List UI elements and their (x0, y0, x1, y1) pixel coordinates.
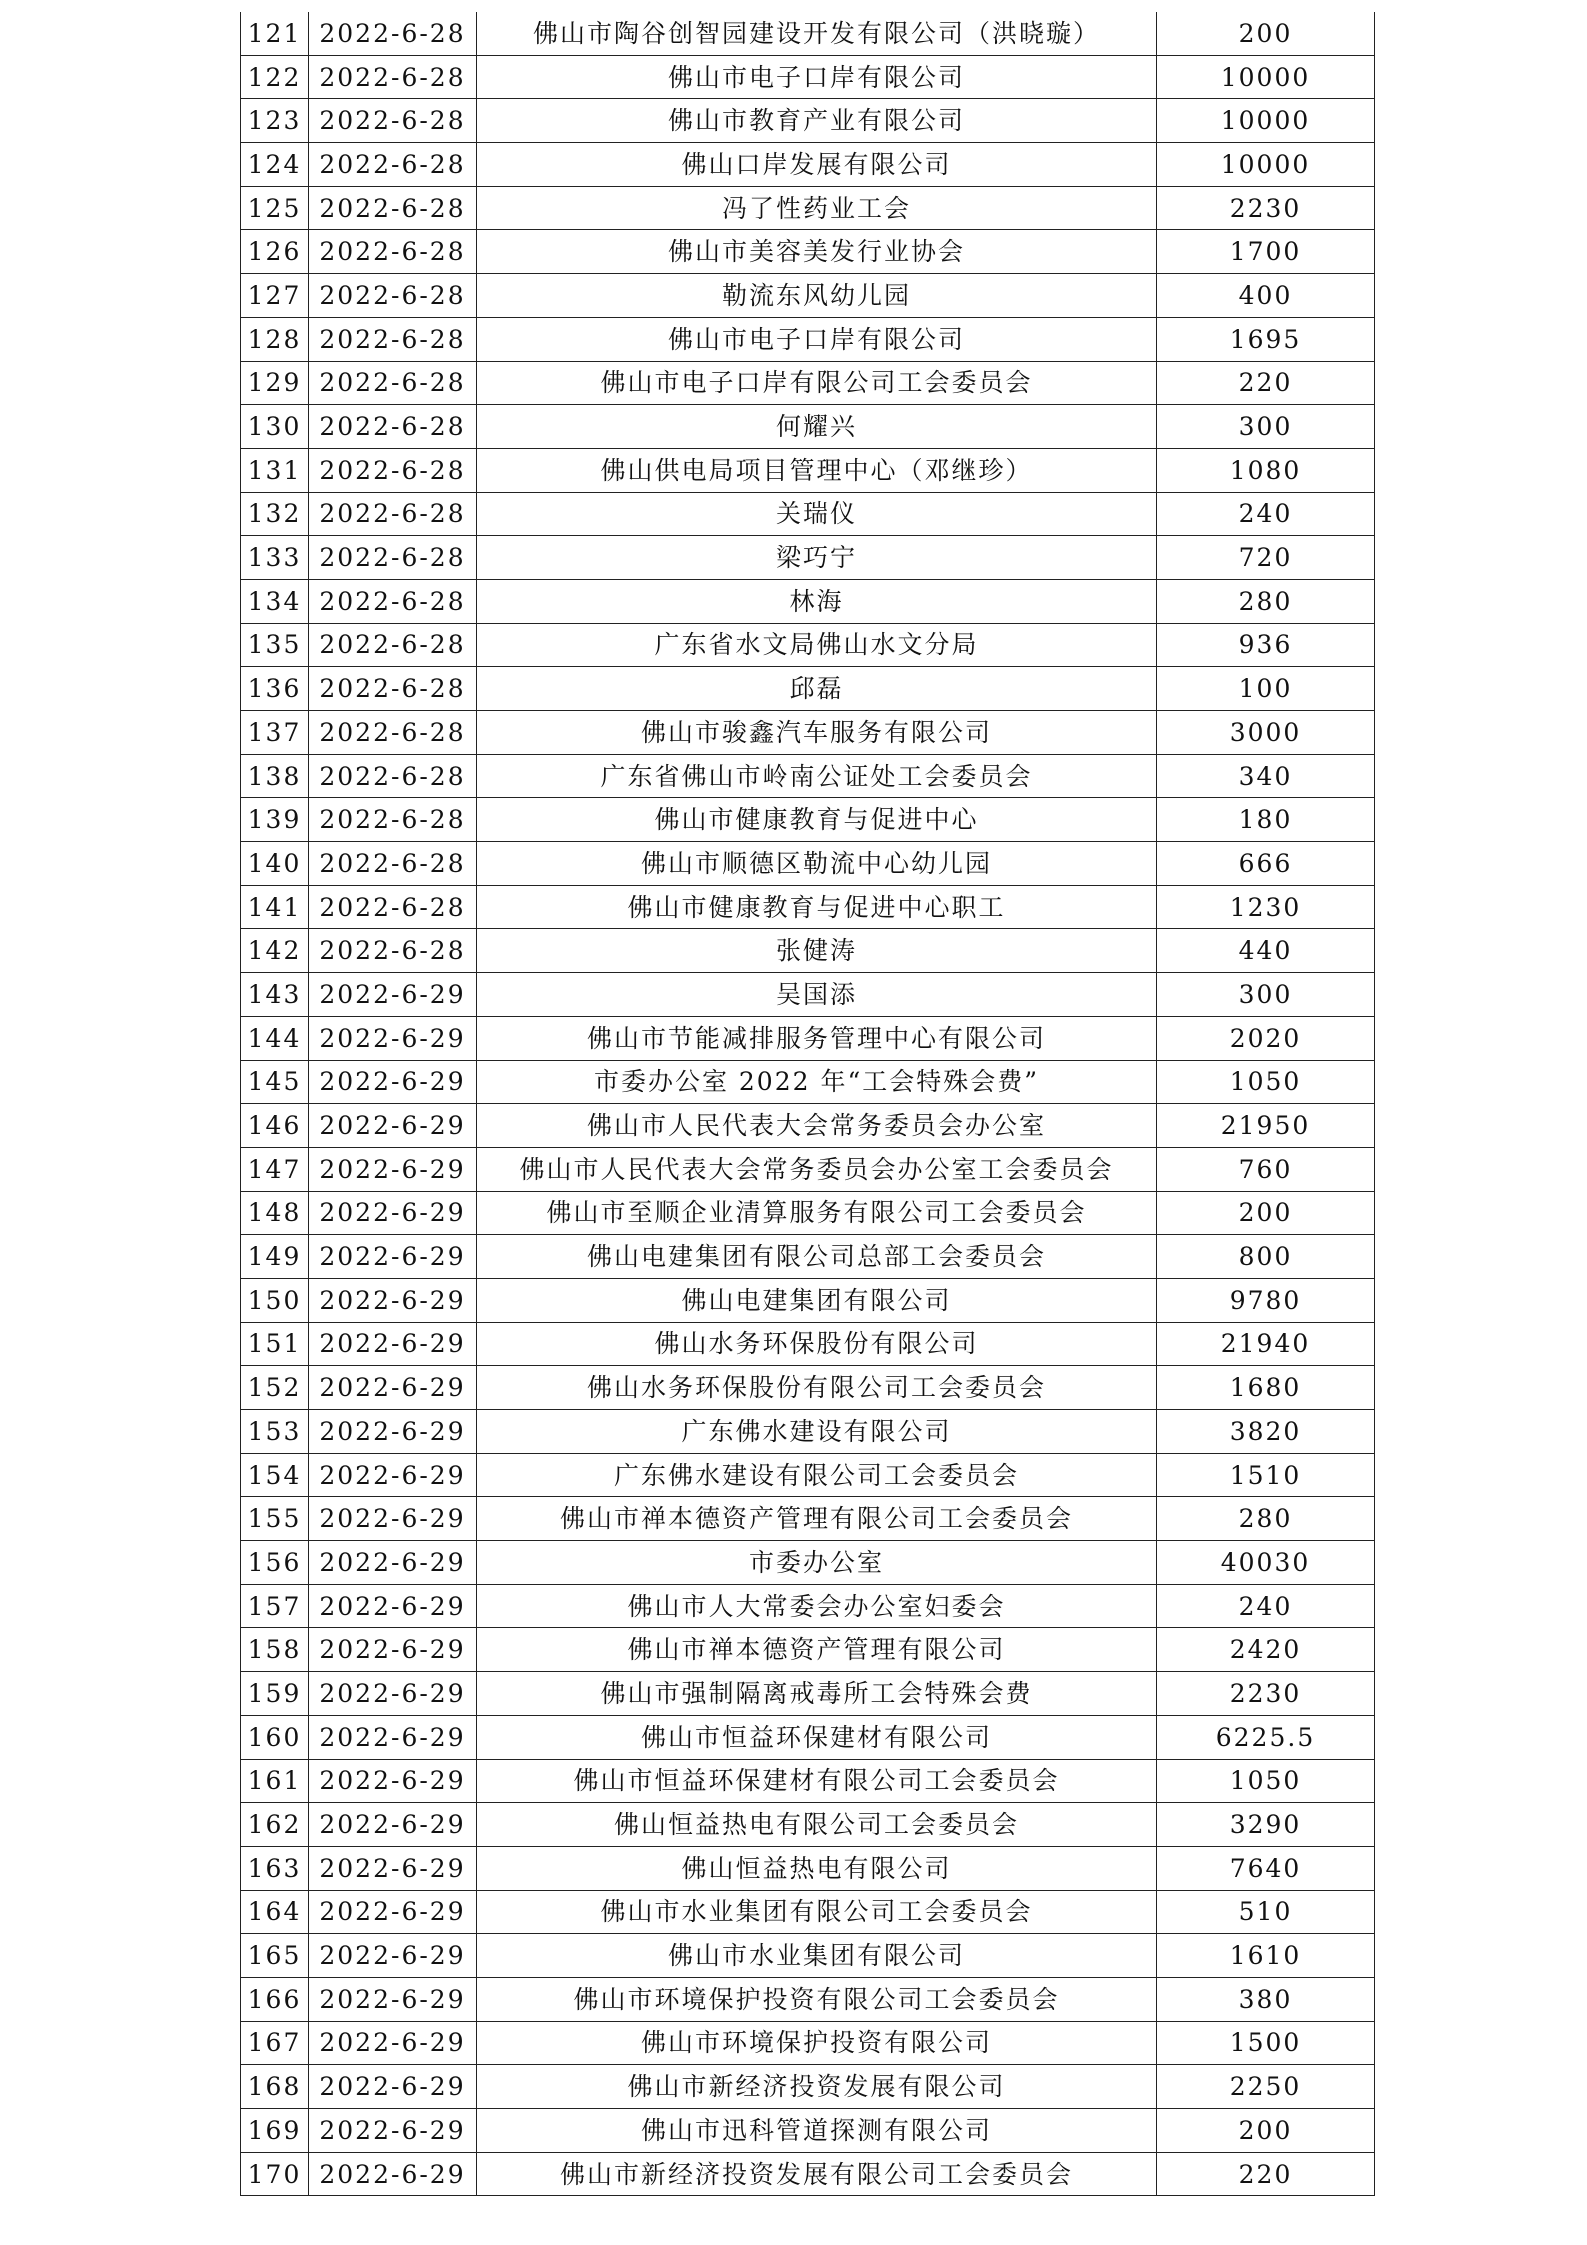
row-number-cell: 129 (241, 361, 309, 405)
row-number-cell: 170 (241, 2152, 309, 2196)
table-row (241, 2152, 1375, 2196)
donor-name-cell: 佛山市禅本德资产管理有限公司工会委员会 (477, 1497, 1157, 1541)
donor-name-cell: 冯了性药业工会 (477, 186, 1157, 230)
row-number-cell: 130 (241, 405, 309, 449)
amount-cell: 6225.5 (1157, 1715, 1375, 1759)
date-cell: 2022-6-29 (309, 1584, 477, 1628)
row-number-cell: 133 (241, 536, 309, 580)
amount-cell: 2250 (1157, 2065, 1375, 2109)
table-row (241, 1104, 1375, 1148)
row-number-cell: 123 (241, 99, 309, 143)
table-row (241, 1060, 1375, 1104)
table-row (241, 317, 1375, 361)
donor-name-cell: 佛山市强制隔离戒毒所工会特殊会费 (477, 1672, 1157, 1716)
table-row (241, 492, 1375, 536)
row-number-cell: 149 (241, 1235, 309, 1279)
row-number-cell: 146 (241, 1104, 309, 1148)
amount-cell: 100 (1157, 667, 1375, 711)
donor-name-cell: 佛山电建集团有限公司总部工会委员会 (477, 1235, 1157, 1279)
date-cell: 2022-6-29 (309, 1934, 477, 1978)
row-number-cell: 126 (241, 230, 309, 274)
date-cell: 2022-6-28 (309, 492, 477, 536)
donor-name-cell: 佛山市禅本德资产管理有限公司 (477, 1628, 1157, 1672)
donor-name-cell: 佛山口岸发展有限公司 (477, 143, 1157, 187)
donor-name-cell: 佛山市新经济投资发展有限公司工会委员会 (477, 2152, 1157, 2196)
amount-cell: 340 (1157, 754, 1375, 798)
date-cell: 2022-6-28 (309, 317, 477, 361)
donor-name-cell: 勒流东风幼儿园 (477, 274, 1157, 318)
date-cell: 2022-6-29 (309, 1147, 477, 1191)
row-number-cell: 127 (241, 274, 309, 318)
date-cell: 2022-6-29 (309, 1497, 477, 1541)
amount-cell: 10000 (1157, 143, 1375, 187)
donor-name-cell: 何耀兴 (477, 405, 1157, 449)
donor-name-cell: 佛山水务环保股份有限公司 (477, 1322, 1157, 1366)
row-number-cell: 169 (241, 2109, 309, 2153)
table-row (241, 1584, 1375, 1628)
donor-name-cell: 佛山市教育产业有限公司 (477, 99, 1157, 143)
amount-cell: 220 (1157, 361, 1375, 405)
amount-cell: 9780 (1157, 1278, 1375, 1322)
table-row (241, 1890, 1375, 1934)
amount-cell: 240 (1157, 492, 1375, 536)
date-cell: 2022-6-29 (309, 1759, 477, 1803)
row-number-cell: 162 (241, 1803, 309, 1847)
donor-name-cell: 佛山市人大常委会办公室妇委会 (477, 1584, 1157, 1628)
row-number-cell: 142 (241, 929, 309, 973)
table-row (241, 1934, 1375, 1978)
table-row (241, 1715, 1375, 1759)
donation-table (240, 12, 1375, 2196)
date-cell: 2022-6-29 (309, 2109, 477, 2153)
row-number-cell: 125 (241, 186, 309, 230)
amount-cell: 440 (1157, 929, 1375, 973)
date-cell: 2022-6-29 (309, 1410, 477, 1454)
date-cell: 2022-6-28 (309, 230, 477, 274)
amount-cell: 1050 (1157, 1759, 1375, 1803)
table-row (241, 1278, 1375, 1322)
table-row (241, 1803, 1375, 1847)
donor-name-cell: 佛山市电子口岸有限公司 (477, 55, 1157, 99)
row-number-cell: 128 (241, 317, 309, 361)
donor-name-cell: 市委办公室 2022 年“工会特殊会费” (477, 1060, 1157, 1104)
amount-cell: 1510 (1157, 1453, 1375, 1497)
date-cell: 2022-6-29 (309, 1803, 477, 1847)
amount-cell: 21940 (1157, 1322, 1375, 1366)
date-cell: 2022-6-29 (309, 1060, 477, 1104)
table-row (241, 1541, 1375, 1585)
row-number-cell: 134 (241, 579, 309, 623)
donor-name-cell: 广东佛水建设有限公司 (477, 1410, 1157, 1454)
row-number-cell: 158 (241, 1628, 309, 1672)
amount-cell: 720 (1157, 536, 1375, 580)
amount-cell: 1230 (1157, 885, 1375, 929)
amount-cell: 936 (1157, 623, 1375, 667)
donor-name-cell: 佛山市节能减排服务管理中心有限公司 (477, 1016, 1157, 1060)
date-cell: 2022-6-29 (309, 1628, 477, 1672)
donor-name-cell: 佛山水务环保股份有限公司工会委员会 (477, 1366, 1157, 1410)
donor-name-cell: 张健涛 (477, 929, 1157, 973)
date-cell: 2022-6-28 (309, 143, 477, 187)
donor-name-cell: 佛山市健康教育与促进中心 (477, 798, 1157, 842)
donor-name-cell: 广东省水文局佛山水文分局 (477, 623, 1157, 667)
table-row (241, 1366, 1375, 1410)
table-row (241, 1846, 1375, 1890)
table-row (241, 230, 1375, 274)
donor-name-cell: 市委办公室 (477, 1541, 1157, 1585)
row-number-cell: 156 (241, 1541, 309, 1585)
row-number-cell: 145 (241, 1060, 309, 1104)
donor-name-cell: 广东省佛山市岭南公证处工会委员会 (477, 754, 1157, 798)
donor-name-cell: 佛山市电子口岸有限公司 (477, 317, 1157, 361)
row-number-cell: 122 (241, 55, 309, 99)
row-number-cell: 148 (241, 1191, 309, 1235)
donor-name-cell: 关瑞仪 (477, 492, 1157, 536)
date-cell: 2022-6-29 (309, 1322, 477, 1366)
date-cell: 2022-6-28 (309, 448, 477, 492)
date-cell: 2022-6-28 (309, 55, 477, 99)
row-number-cell: 150 (241, 1278, 309, 1322)
row-number-cell: 132 (241, 492, 309, 536)
table-row (241, 1977, 1375, 2021)
amount-cell: 3000 (1157, 711, 1375, 755)
table-row (241, 798, 1375, 842)
date-cell: 2022-6-28 (309, 536, 477, 580)
amount-cell: 1700 (1157, 230, 1375, 274)
date-cell: 2022-6-29 (309, 1366, 477, 1410)
table-row (241, 1628, 1375, 1672)
amount-cell: 280 (1157, 579, 1375, 623)
donor-name-cell: 邱磊 (477, 667, 1157, 711)
donor-name-cell: 佛山市人民代表大会常务委员会办公室 (477, 1104, 1157, 1148)
table-row (241, 885, 1375, 929)
date-cell: 2022-6-28 (309, 842, 477, 886)
date-cell: 2022-6-29 (309, 2021, 477, 2065)
date-cell: 2022-6-28 (309, 99, 477, 143)
amount-cell: 220 (1157, 2152, 1375, 2196)
row-number-cell: 165 (241, 1934, 309, 1978)
amount-cell: 2230 (1157, 1672, 1375, 1716)
donor-name-cell: 佛山市健康教育与促进中心职工 (477, 885, 1157, 929)
row-number-cell: 139 (241, 798, 309, 842)
row-number-cell: 152 (241, 1366, 309, 1410)
row-number-cell: 157 (241, 1584, 309, 1628)
date-cell: 2022-6-28 (309, 405, 477, 449)
row-number-cell: 153 (241, 1410, 309, 1454)
table-row (241, 1672, 1375, 1716)
donor-name-cell: 佛山市新经济投资发展有限公司 (477, 2065, 1157, 2109)
amount-cell: 510 (1157, 1890, 1375, 1934)
donation-table-body (241, 12, 1375, 2196)
date-cell: 2022-6-29 (309, 1191, 477, 1235)
table-row (241, 973, 1375, 1017)
table-row (241, 623, 1375, 667)
date-cell: 2022-6-28 (309, 579, 477, 623)
amount-cell: 2020 (1157, 1016, 1375, 1060)
date-cell: 2022-6-28 (309, 667, 477, 711)
amount-cell: 760 (1157, 1147, 1375, 1191)
table-row (241, 274, 1375, 318)
donor-name-cell: 佛山市环境保护投资有限公司 (477, 2021, 1157, 2065)
amount-cell: 300 (1157, 405, 1375, 449)
table-row (241, 186, 1375, 230)
date-cell: 2022-6-28 (309, 754, 477, 798)
date-cell: 2022-6-29 (309, 1235, 477, 1279)
table-row (241, 143, 1375, 187)
row-number-cell: 143 (241, 973, 309, 1017)
table-row (241, 2065, 1375, 2109)
amount-cell: 200 (1157, 2109, 1375, 2153)
date-cell: 2022-6-28 (309, 798, 477, 842)
amount-cell: 180 (1157, 798, 1375, 842)
date-cell: 2022-6-28 (309, 186, 477, 230)
donor-name-cell: 佛山市水业集团有限公司 (477, 1934, 1157, 1978)
donor-name-cell: 佛山市电子口岸有限公司工会委员会 (477, 361, 1157, 405)
donor-name-cell: 佛山恒益热电有限公司 (477, 1846, 1157, 1890)
table-row (241, 929, 1375, 973)
donor-name-cell: 佛山市人民代表大会常务委员会办公室工会委员会 (477, 1147, 1157, 1191)
date-cell: 2022-6-28 (309, 885, 477, 929)
row-number-cell: 159 (241, 1672, 309, 1716)
table-row (241, 2021, 1375, 2065)
amount-cell: 2420 (1157, 1628, 1375, 1672)
date-cell: 2022-6-29 (309, 1672, 477, 1716)
amount-cell: 240 (1157, 1584, 1375, 1628)
amount-cell: 1050 (1157, 1060, 1375, 1104)
donor-name-cell: 佛山市陶谷创智园建设开发有限公司（洪晓璇） (477, 12, 1157, 55)
amount-cell: 300 (1157, 973, 1375, 1017)
row-number-cell: 136 (241, 667, 309, 711)
amount-cell: 7640 (1157, 1846, 1375, 1890)
date-cell: 2022-6-28 (309, 12, 477, 55)
table-row (241, 1191, 1375, 1235)
row-number-cell: 138 (241, 754, 309, 798)
donor-name-cell: 佛山市顺德区勒流中心幼儿园 (477, 842, 1157, 886)
donor-name-cell: 佛山恒益热电有限公司工会委员会 (477, 1803, 1157, 1847)
date-cell: 2022-6-28 (309, 711, 477, 755)
date-cell: 2022-6-29 (309, 1890, 477, 1934)
table-row (241, 448, 1375, 492)
donor-name-cell: 佛山市骏鑫汽车服务有限公司 (477, 711, 1157, 755)
row-number-cell: 167 (241, 2021, 309, 2065)
date-cell: 2022-6-28 (309, 361, 477, 405)
row-number-cell: 135 (241, 623, 309, 667)
donor-name-cell: 佛山市恒益环保建材有限公司 (477, 1715, 1157, 1759)
table-row (241, 711, 1375, 755)
date-cell: 2022-6-28 (309, 929, 477, 973)
amount-cell: 21950 (1157, 1104, 1375, 1148)
date-cell: 2022-6-29 (309, 1541, 477, 1585)
amount-cell: 400 (1157, 274, 1375, 318)
row-number-cell: 163 (241, 1846, 309, 1890)
date-cell: 2022-6-29 (309, 2065, 477, 2109)
donor-name-cell: 林海 (477, 579, 1157, 623)
table-row (241, 405, 1375, 449)
date-cell: 2022-6-29 (309, 1104, 477, 1148)
amount-cell: 1080 (1157, 448, 1375, 492)
date-cell: 2022-6-29 (309, 1846, 477, 1890)
row-number-cell: 131 (241, 448, 309, 492)
amount-cell: 200 (1157, 1191, 1375, 1235)
table-row (241, 1147, 1375, 1191)
donor-name-cell: 广东佛水建设有限公司工会委员会 (477, 1453, 1157, 1497)
row-number-cell: 137 (241, 711, 309, 755)
date-cell: 2022-6-28 (309, 274, 477, 318)
table-row (241, 1322, 1375, 1366)
donor-name-cell: 佛山市美容美发行业协会 (477, 230, 1157, 274)
date-cell: 2022-6-29 (309, 1453, 477, 1497)
amount-cell: 1680 (1157, 1366, 1375, 1410)
date-cell: 2022-6-29 (309, 1715, 477, 1759)
amount-cell: 1500 (1157, 2021, 1375, 2065)
row-number-cell: 161 (241, 1759, 309, 1803)
row-number-cell: 151 (241, 1322, 309, 1366)
table-row (241, 536, 1375, 580)
table-row (241, 842, 1375, 886)
row-number-cell: 144 (241, 1016, 309, 1060)
table-row (241, 667, 1375, 711)
table-row (241, 1410, 1375, 1454)
donor-name-cell: 佛山市至顺企业清算服务有限公司工会委员会 (477, 1191, 1157, 1235)
row-number-cell: 164 (241, 1890, 309, 1934)
amount-cell: 666 (1157, 842, 1375, 886)
row-number-cell: 141 (241, 885, 309, 929)
donor-name-cell: 佛山市水业集团有限公司工会委员会 (477, 1890, 1157, 1934)
table-row (241, 1759, 1375, 1803)
table-row (241, 754, 1375, 798)
amount-cell: 2230 (1157, 186, 1375, 230)
table-row (241, 1497, 1375, 1541)
amount-cell: 10000 (1157, 99, 1375, 143)
date-cell: 2022-6-29 (309, 1278, 477, 1322)
table-row (241, 579, 1375, 623)
date-cell: 2022-6-28 (309, 623, 477, 667)
row-number-cell: 166 (241, 1977, 309, 2021)
amount-cell: 10000 (1157, 55, 1375, 99)
donor-name-cell: 佛山供电局项目管理中心（邓继珍） (477, 448, 1157, 492)
table-row (241, 361, 1375, 405)
amount-cell: 40030 (1157, 1541, 1375, 1585)
row-number-cell: 155 (241, 1497, 309, 1541)
donor-name-cell: 吴国添 (477, 973, 1157, 1017)
donor-name-cell: 佛山市环境保护投资有限公司工会委员会 (477, 1977, 1157, 2021)
row-number-cell: 168 (241, 2065, 309, 2109)
table-row (241, 2109, 1375, 2153)
amount-cell: 1695 (1157, 317, 1375, 361)
row-number-cell: 121 (241, 12, 309, 55)
amount-cell: 280 (1157, 1497, 1375, 1541)
amount-cell: 380 (1157, 1977, 1375, 2021)
donor-name-cell: 佛山市恒益环保建材有限公司工会委员会 (477, 1759, 1157, 1803)
table-row (241, 12, 1375, 55)
amount-cell: 3820 (1157, 1410, 1375, 1454)
date-cell: 2022-6-29 (309, 2152, 477, 2196)
donor-name-cell: 梁巧宁 (477, 536, 1157, 580)
row-number-cell: 140 (241, 842, 309, 886)
table-row (241, 1016, 1375, 1060)
donor-name-cell: 佛山市迅科管道探测有限公司 (477, 2109, 1157, 2153)
table-row (241, 1235, 1375, 1279)
table-row (241, 55, 1375, 99)
amount-cell: 3290 (1157, 1803, 1375, 1847)
amount-cell: 1610 (1157, 1934, 1375, 1978)
donor-name-cell: 佛山电建集团有限公司 (477, 1278, 1157, 1322)
row-number-cell: 147 (241, 1147, 309, 1191)
amount-cell: 800 (1157, 1235, 1375, 1279)
row-number-cell: 154 (241, 1453, 309, 1497)
date-cell: 2022-6-29 (309, 1977, 477, 2021)
table-row (241, 1453, 1375, 1497)
row-number-cell: 124 (241, 143, 309, 187)
table-row (241, 99, 1375, 143)
date-cell: 2022-6-29 (309, 1016, 477, 1060)
amount-cell: 200 (1157, 12, 1375, 55)
date-cell: 2022-6-29 (309, 973, 477, 1017)
row-number-cell: 160 (241, 1715, 309, 1759)
